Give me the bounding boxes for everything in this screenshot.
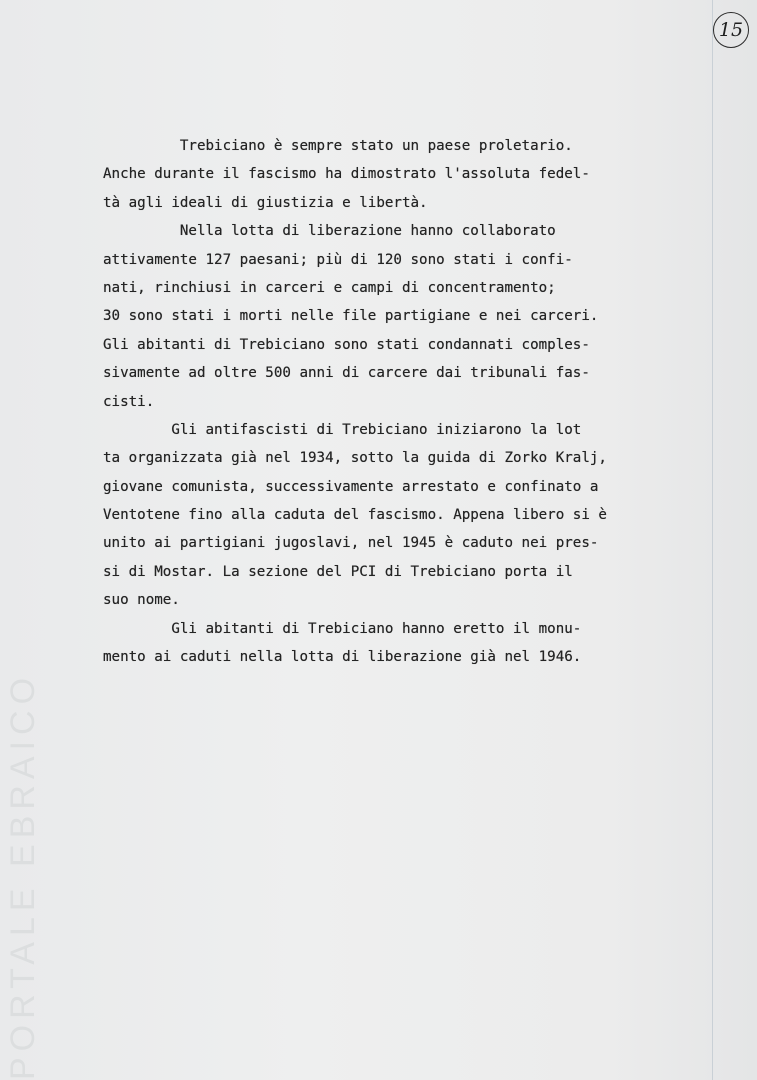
text-line: Anche durante il fascismo ha dimostrato l'assoluta fedel- (103, 166, 590, 183)
page-number: 15 (713, 12, 749, 48)
text-line: tà agli ideali di giustizia e libertà. (103, 194, 428, 211)
text-line: suo nome. (103, 592, 180, 609)
text-line: nati, rinchiusi in carceri e campi di concentramento; (103, 279, 556, 296)
text-line: Gli antifascisti di Trebiciano iniziarono la lot (103, 421, 582, 438)
text-line: Gli abitanti di Trebiciano hanno eretto il monu- (103, 620, 582, 637)
bleed-through-watermark: PORTALE EBRAICO (4, 671, 42, 1080)
text-line: Ventotene fino alla caduta del fascismo. Appena libero si è (103, 507, 607, 524)
text-line: giovane comunista, successivamente arrestato e confinato a (103, 478, 599, 495)
text-line: Nella lotta di liberazione hanno collaborato (103, 223, 556, 240)
text-line: cisti. (103, 393, 155, 410)
text-line: Trebiciano è sempre stato un paese proletario. (103, 138, 573, 154)
text-line: 30 sono stati i morti nelle file partigiane e nei carceri. (103, 308, 599, 325)
text-line: sivamente ad oltre 500 anni di carcere dai tribunali fas- (103, 365, 590, 382)
page-edge-line (712, 0, 713, 1080)
text-line: attivamente 127 paesani; più di 120 sono stati i confi- (103, 251, 573, 268)
text-line: ta organizzata già nel 1934, sotto la guida di Zorko Kralj, (103, 450, 607, 467)
text-line: mento ai caduti nella lotta di liberazione già nel 1946. (103, 649, 582, 666)
text-line: Gli abitanti di Trebiciano sono stati condannati comples- (103, 336, 590, 353)
text-line: si di Mostar. La sezione del PCI di Trebiciano porta il (103, 563, 573, 580)
typewritten-text (103, 132, 663, 671)
text-line: unito ai partigiani jugoslavi, nel 1945 è caduto nei pres- (103, 535, 599, 552)
